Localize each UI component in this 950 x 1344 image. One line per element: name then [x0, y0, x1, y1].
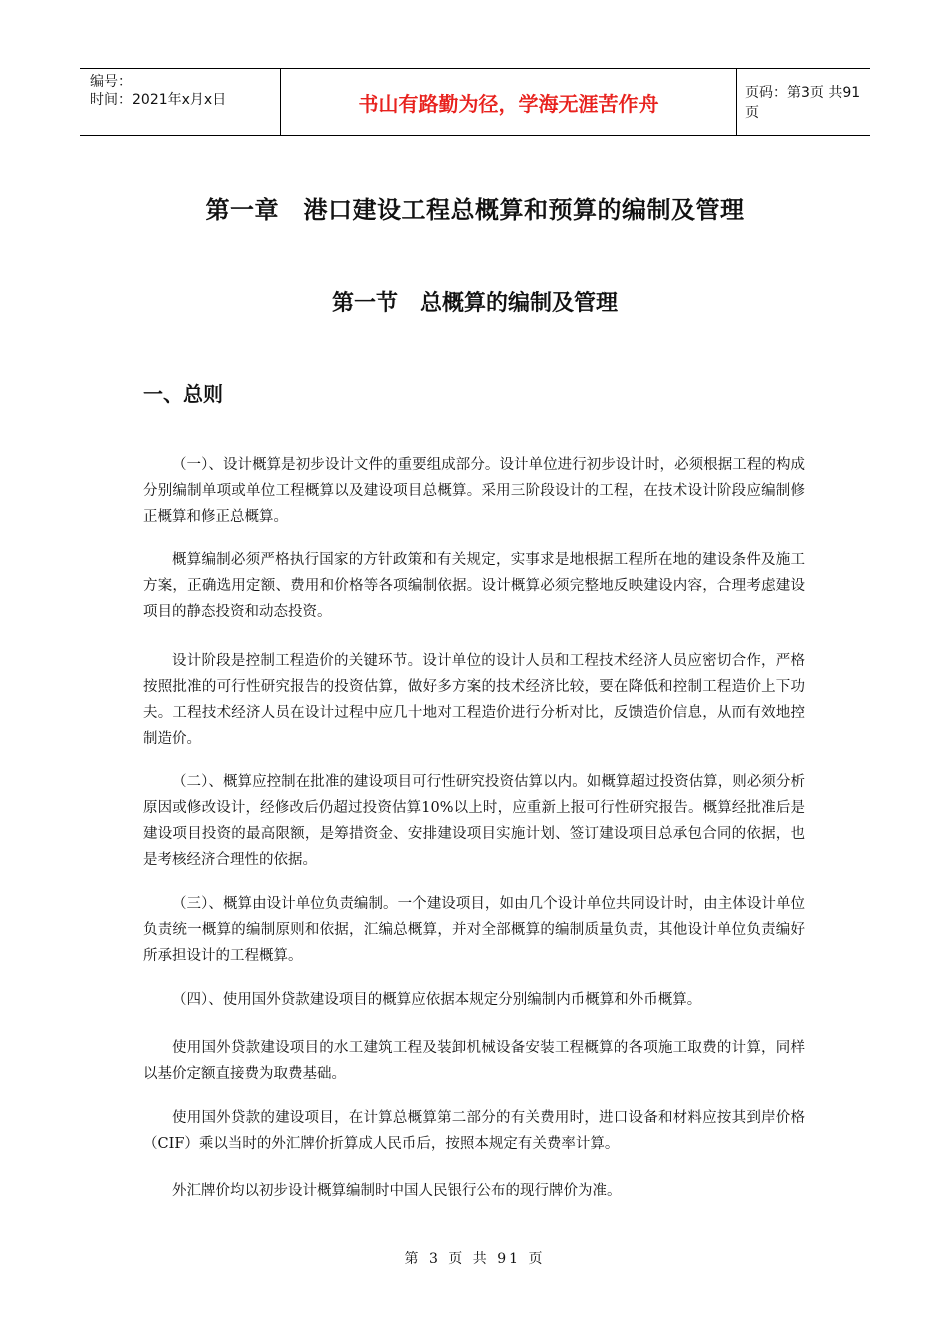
paragraph: 使用国外贷款建设项目的水工建筑工程及装卸机械设备安装工程概算的各项施工取费的计算，同样以基价定额直接费为取费基础。 — [143, 1040, 805, 1082]
paragraph: 外汇牌价均以初步设计概算编制时中国人民银行公布的现行牌价为准。 — [172, 1183, 622, 1199]
paragraph: （三）、概算由设计单位负责编制。一个建设项目，如由几个设计单位共同设计时，由主体设计单位负责统一概算的编制原则和依据，汇编总概算，并对全部概算的编制质量负责，其他设计单位负责编好所承担设计的工程概算。 — [143, 896, 805, 964]
paragraph: （四）、使用国外贷款建设项目的概算应依据本规定分别编制内币概算和外币概算。 — [172, 992, 702, 1008]
document-number-label: 编号： — [90, 74, 132, 90]
header-table — [80, 68, 870, 136]
paragraph: 概算编制必须严格执行国家的方针政策和有关规定，实事求是地根据工程所在地的建设条件及施工方案，正确选用定额、费用和价格等各项编制依据。设计概算必须完整地反映建设内容，合理考虑建设项目的静态投资和动态投资。 — [143, 552, 805, 620]
chapter-title: 第一章 港口建设工程总概算和预算的编制及管理 — [205, 196, 745, 224]
paragraph: （一）、设计概算是初步设计文件的重要组成部分。设计单位进行初步设计时，必须根据工程的构成分别编制单项或单位工程概算以及建设项目总概算。采用三阶段设计的工程，在技术设计阶段应编制修正概算和修正总概算。 — [143, 457, 805, 525]
document-time-label: 时间：2021年x月x日 — [90, 92, 227, 108]
section-title: 第一节 总概算的编制及管理 — [331, 291, 618, 316]
header-page-info: 页码：第3页 共91页 — [745, 85, 861, 121]
paragraph: 使用国外贷款的建设项目，在计算总概算第二部分的有关费用时，进口设备和材料应按其到岸价格（CIF）乘以当时的外汇牌价折算成人民币后，按照本规定有关费率计算。 — [143, 1110, 805, 1152]
header-meta-cell — [80, 69, 281, 135]
page-footer: 第 3 页 共 91 页 — [404, 1251, 546, 1267]
subsection-title: 一、总则 — [143, 382, 223, 406]
paragraph: 设计阶段是控制工程造价的关键环节。设计单位的设计人员和工程技术经济人员应密切合作，严格按照批准的可行性研究报告的投资估算，做好多方案的技术经济比较，要在降低和控制工程造价上下功夫。工程技术经济人员在设计过程中应几十地对工程造价进行分析对比，反馈造价信息，从而有效地控制造价。 — [143, 653, 805, 747]
header-motto: 书山有路勤为径，学海无涯苦作舟 — [281, 69, 737, 135]
paragraph: （二）、概算应控制在批准的建设项目可行性研究投资估算以内。如概算超过投资估算，则必须分析原因或修改设计，经修改后仍超过投资估算10%以上时，应重新上报可行性研究报告。概算经批准后是建设项目投资的最高限额，是筹措资金、安排建设项目实施计划、签订建设项目总承包合同的依据，也是考核经济合理性的依据。 — [143, 774, 805, 868]
